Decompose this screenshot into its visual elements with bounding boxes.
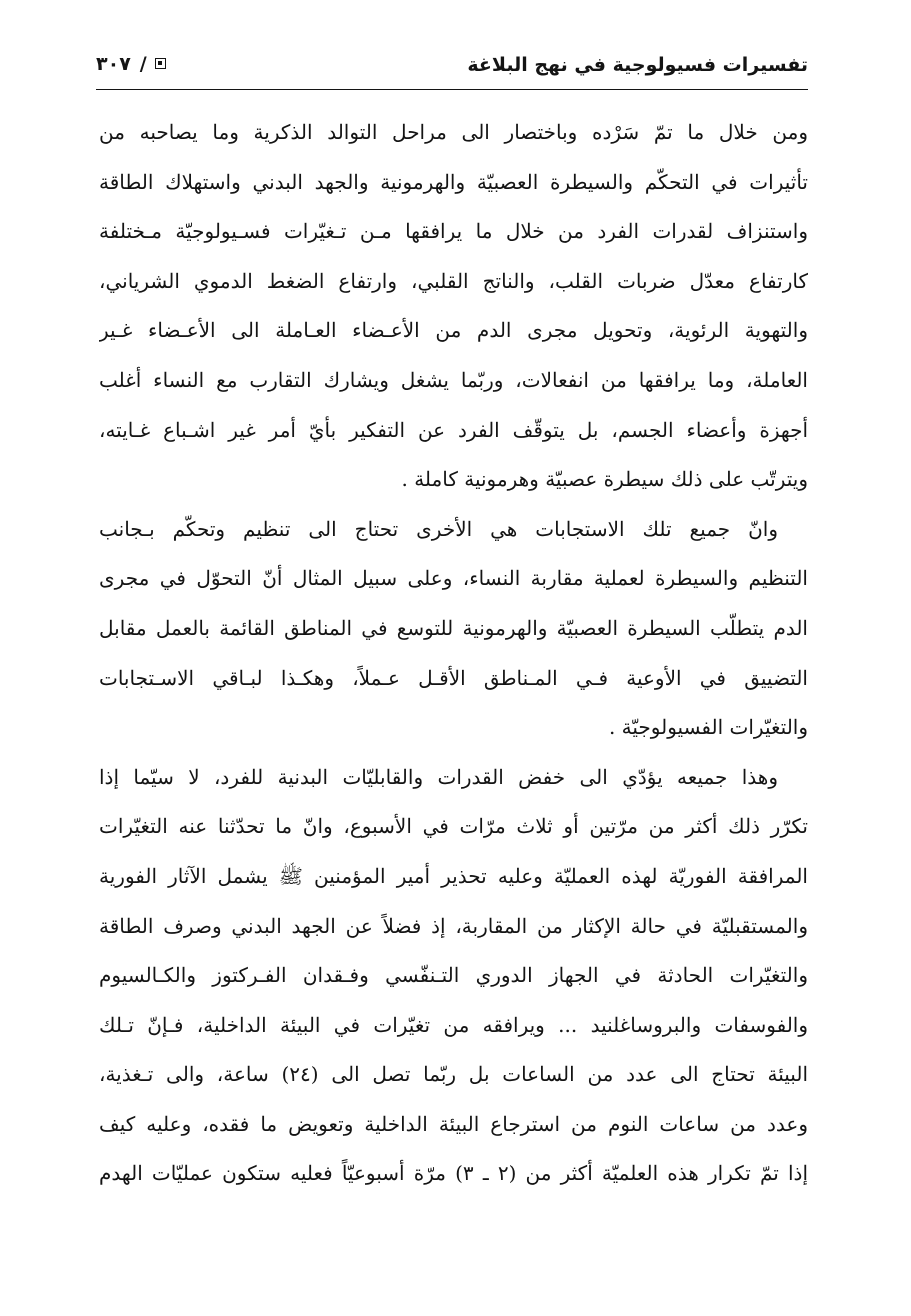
- text-line: والمستقبليّة في حالة الإكثار من المقاربة، إذ فضلاً عن الجهد البدني وصرف الطاقة: [99, 913, 808, 938]
- page-number: ٣٠٧: [96, 53, 131, 75]
- text-line: والتهوية الرئوية، وتحويل مجرى الدم من الأعـضاء العـاملة الى الأعـضاء غـير: [99, 318, 808, 343]
- header-divider: [96, 89, 808, 90]
- text-line: ومن خلال ما تمّ سَرْده وباختصار الى مراحل التوالد الذكرية وما يصاحبه من: [99, 120, 808, 144]
- text-line: العاملة، وما يرافقها من انفعالات، وربّما يشغل ويشارك التقارب مع النساء أغلب: [99, 367, 808, 392]
- text-line: تأثيرات في التحكّم والسيطرة العصبيّة والهرمونية والجهد البدني واستهلاك الطاقة: [99, 169, 808, 194]
- text-line: واستنزاف لقدرات الفرد من خلال ما يرافقها مـن تـغيّرات فسـيولوجيّة مـختلفة: [99, 219, 808, 244]
- text-line: والتغيّرات الفسيولوجيّة .: [608, 715, 808, 740]
- book-title: تفسيرات فسيولوجية في نهج البلاغة: [467, 54, 808, 76]
- text-line: ويترتّب على ذلك سيطرة عصبيّة وهرمونية كاملة .: [401, 467, 808, 492]
- folio-square-icon: [155, 58, 166, 69]
- text-line: إذا تمّ تكرار هذه العلميّة أكثر من (٢ ـ ٣) مرّة أسبوعيّاً فعليه ستكون عمليّات الهدم: [99, 1161, 808, 1186]
- text-line: كارتفاع معدّل ضربات القلب، والناتج القلبي، وارتفاع الضغط الدموي الشرياني،: [99, 268, 808, 293]
- text-line: الدم يتطلّب السيطرة العصبيّة والهرمونية للتوسع في المناطق القائمة بالعمل مقابل: [99, 615, 808, 640]
- body-text: [99, 108, 808, 1199]
- text-line: البيئة تحتاج الى عدد من الساعات بل ربّما تصل الى (٢٤) ساعة، والى تـغذية،: [99, 1062, 808, 1087]
- running-header: [96, 50, 808, 84]
- text-line: التضييق في الأوعية فـي المـناطق الأقـل عـملاً، وهكـذا لبـاقي الاسـتجابات: [99, 665, 808, 690]
- text-line: التنظيم والسيطرة لعملية مقاربة النساء، وعلى سبيل المثال أنّ التحوّل في مجرى: [99, 566, 808, 591]
- text-line: والفوسفات والبروساغلنيد ... ويرافقه من تغيّرات في البيئة الداخلية، فـإنّ تـلك: [99, 1012, 808, 1037]
- text-line: وعدد من ساعات النوم من استرجاع البيئة الداخلية وتعويض ما فقده، وعليه كيف: [99, 1111, 808, 1136]
- text-line: والتغيّرات الحادثة في الجهاز الدوري التـنفّسي وفـقدان الفـركتوز والكـالسيوم: [99, 963, 808, 988]
- page-number-block: [96, 50, 166, 78]
- text-line: المرافقة الفوريّة لهذه العمليّة وعليه تحذير أمير المؤمنين ﷺ يشمل الآثار الفورية: [99, 863, 808, 888]
- text-line: وهذا جميعه يؤدّي الى خفض القدرات والقابليّات البدنية للفرد، لا سيّما إذا: [99, 764, 778, 789]
- folio-separator: /: [139, 53, 147, 75]
- text-line: وانّ جميع تلك الاستجابات هي الأخرى تحتاج الى تنظيم وتحكّم بـجانب: [99, 516, 778, 541]
- text-line: تكرّر ذلك أكثر من مرّتين أو ثلاث مرّات في الأسبوع، وانّ ما تحدّثنا عنه التغيّرات: [99, 814, 808, 839]
- text-line: أجهزة وأعضاء الجسم، بل يتوقّف الفرد عن التفكير بأيّ أمر غير اشـباع غـايته،: [99, 417, 808, 442]
